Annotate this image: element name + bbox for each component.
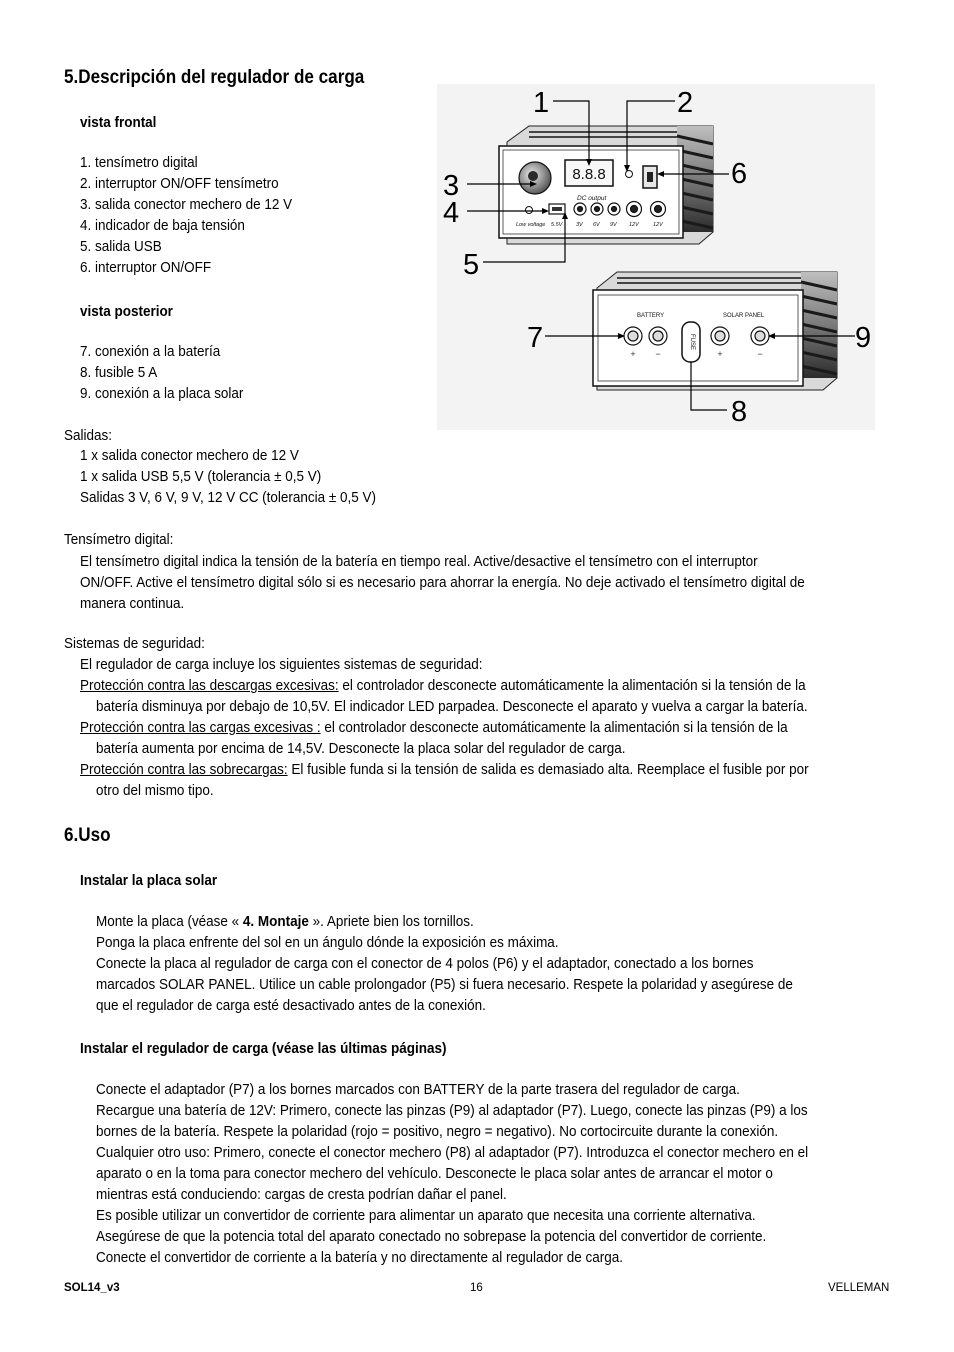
callout-2: 2 xyxy=(677,87,694,119)
low-voltage-label: Low voltage xyxy=(516,222,546,228)
port-label: 9V xyxy=(610,222,617,228)
safety-item-2 xyxy=(80,721,788,736)
voltmeter-line: ON/OFF. Active el tensímetro digital sólo si es necesario para ahorrar la energía. No deje activado el tensímetro digital de xyxy=(80,575,805,591)
safety-item-label: Protección contra las descargas excesivas: xyxy=(80,678,339,694)
install-panel-line xyxy=(96,915,474,930)
rear-view-item: 7. conexión a la batería xyxy=(80,344,221,360)
voltmeter-line: El tensímetro digital indica la tensión de la batería en tiempo real. Active/desactive el tensímetro con el interruptor xyxy=(80,554,758,570)
charge-regulator-figure xyxy=(437,84,875,430)
footer-doc-code: SOL14_v3 xyxy=(64,1282,120,1294)
callout-1: 1 xyxy=(533,87,550,119)
callout-5: 5 xyxy=(463,249,480,281)
callout-7: 7 xyxy=(527,322,544,354)
port-label: 12V xyxy=(653,222,663,228)
install-panel-line: que el regulador de carga esté desactivado antes de la conexión. xyxy=(96,998,486,1014)
safety-item-text: el controlador desconecte automáticamente la alimentación si la tensión de la xyxy=(320,720,788,736)
install-regulator-line: mientras está conduciendo: cargas de cresta podrían dañar el panel. xyxy=(96,1187,507,1203)
callout-3: 3 xyxy=(443,170,460,202)
front-view-item: 2. interruptor ON/OFF tensímetro xyxy=(80,176,279,192)
plus-sign: + xyxy=(630,349,636,359)
rear-view-item: 8. fusible 5 A xyxy=(80,365,158,381)
minus-sign: − xyxy=(757,349,763,359)
safety-item-label: Protección contra las sobrecargas: xyxy=(80,762,288,778)
battery-label: BATTERY xyxy=(637,313,665,319)
footer-brand: VELLEMAN xyxy=(828,1282,890,1294)
outputs-line: 1 x salida conector mechero de 12 V xyxy=(80,448,299,464)
port-label: 3V xyxy=(576,222,583,228)
front-view-item: 5. salida USB xyxy=(80,239,162,255)
install-regulator-heading: Instalar el regulador de carga (véase las últimas páginas) xyxy=(80,1041,447,1057)
safety-item-label: Protección contra las cargas excesivas : xyxy=(80,720,321,736)
install-panel-line: Conecte la placa al regulador de carga con el conector de 4 polos (P6) y el adaptador, conectado a los bornes xyxy=(96,956,754,972)
voltmeter-line: manera continua. xyxy=(80,596,185,612)
install-regulator-line: aparato o en la toma para conector mechero del vehículo. Desconecte le placa solar antes de arrancar el motor o xyxy=(96,1166,773,1182)
port-label: 6V xyxy=(593,222,600,228)
safety-heading: Sistemas de seguridad: xyxy=(64,636,205,652)
usb-label: 5.5V xyxy=(551,222,563,228)
outputs-line: Salidas 3 V, 6 V, 9 V, 12 V CC (tolerancia ± 0,5 V) xyxy=(80,490,377,506)
install-panel-line: marcados SOLAR PANEL. Utilice un cable prolongador (P5) si fuera necesario. Respete la polaridad y asegúrese de xyxy=(96,977,793,993)
callout-9: 9 xyxy=(855,322,872,354)
install-regulator-line: Conecte el convertidor de corriente a la batería y no directamente al regulador de carga. xyxy=(96,1250,623,1266)
install-panel-heading: Instalar la placa solar xyxy=(80,873,218,889)
install-regulator-line: Recargue una batería de 12V: Primero, conecte las pinzas (P9) al adaptador (P7). Luego, conecte las pinzas (P9) a los xyxy=(96,1103,808,1119)
rear-view-item: 9. conexión a la placa solar xyxy=(80,386,244,402)
safety-intro: El regulador de carga incluye los siguientes sistemas de seguridad: xyxy=(80,657,483,673)
install-regulator-line: bornes de la batería. Respete la polaridad (rojo = positivo, negro = negativo). No cortocircuite durante la conexión. xyxy=(96,1124,779,1140)
meter-readout: 8.8.8 xyxy=(572,166,606,183)
safety-item-text: El fusible funda si la tensión de salida es demasiado alta. Reemplace el fusible por por xyxy=(287,762,809,778)
front-view-item: 6. interruptor ON/OFF xyxy=(80,260,212,276)
voltmeter-heading: Tensímetro digital: xyxy=(64,532,174,548)
solar-panel-label: SOLAR PANEL xyxy=(723,313,765,319)
safety-item-continuation: batería aumenta por encima de 14,5V. Desconecte la placa solar del regulador de carga. xyxy=(96,741,626,757)
outputs-heading: Salidas: xyxy=(64,428,112,444)
regulator-illustration xyxy=(437,84,875,430)
safety-item-continuation: otro del mismo tipo. xyxy=(96,783,214,799)
safety-item-3 xyxy=(80,763,809,778)
callout-4: 4 xyxy=(443,197,460,229)
front-view-item: 4. indicador de baja tensión xyxy=(80,218,245,234)
minus-sign: − xyxy=(655,349,661,359)
install-regulator-line: Asegúrese de que la potencia total del aparato conectado no sobrepase la potencia del convertidor de corriente. xyxy=(96,1229,767,1245)
footer-page-number: 16 xyxy=(470,1282,483,1294)
rear-view-heading: vista posterior xyxy=(80,304,173,320)
plus-sign: + xyxy=(717,349,723,359)
install-panel-text: ». Apriete bien los tornillos. xyxy=(308,914,474,930)
fuse-label: FUSE xyxy=(689,333,695,351)
install-panel-text: Monte la placa (véase « xyxy=(96,914,243,930)
install-panel-line: Ponga la placa enfrente del sol en un ángulo dónde la exposición es máxima. xyxy=(96,935,559,951)
safety-item-text: el controlador desconecte automáticamente la alimentación si la tensión de la xyxy=(338,678,806,694)
section-5-title: 5.Descripción del regulador de carga xyxy=(64,67,365,88)
outputs-line: 1 x salida USB 5,5 V (tolerancia ± 0,5 V) xyxy=(80,469,322,485)
front-view-item: 3. salida conector mechero de 12 V xyxy=(80,197,293,213)
montaje-reference: 4. Montaje xyxy=(242,914,309,930)
low-voltage-led xyxy=(526,207,533,214)
front-view-heading: vista frontal xyxy=(80,115,157,131)
meter-switch xyxy=(626,171,633,178)
port-label: 12V xyxy=(629,222,639,228)
callout-8: 8 xyxy=(731,396,748,428)
callout-6: 6 xyxy=(731,158,748,190)
safety-item-1 xyxy=(80,679,806,694)
front-view-item: 1. tensímetro digital xyxy=(80,155,198,171)
install-regulator-line: Cualquier otro uso: Primero, conecte el conector mechero (P8) al adaptador (P7). Introduzca el conector mechero en el xyxy=(96,1145,809,1161)
safety-item-continuation: batería disminuya por debajo de 10,5V. El indicador LED parpadea. Desconecte el aparato y vuelva a cargar la batería. xyxy=(96,699,808,715)
rear-unit xyxy=(593,272,837,390)
install-regulator-line: Es posible utilizar un convertidor de corriente para alimentar un aparato que necesita una corriente alternativa. xyxy=(96,1208,756,1224)
section-6-title: 6.Uso xyxy=(64,825,111,846)
install-regulator-line: Conecte el adaptador (P7) a los bornes marcados con BATTERY de la parte trasera del regulador de carga. xyxy=(96,1082,740,1098)
dc-output-label: DC output xyxy=(577,195,607,202)
